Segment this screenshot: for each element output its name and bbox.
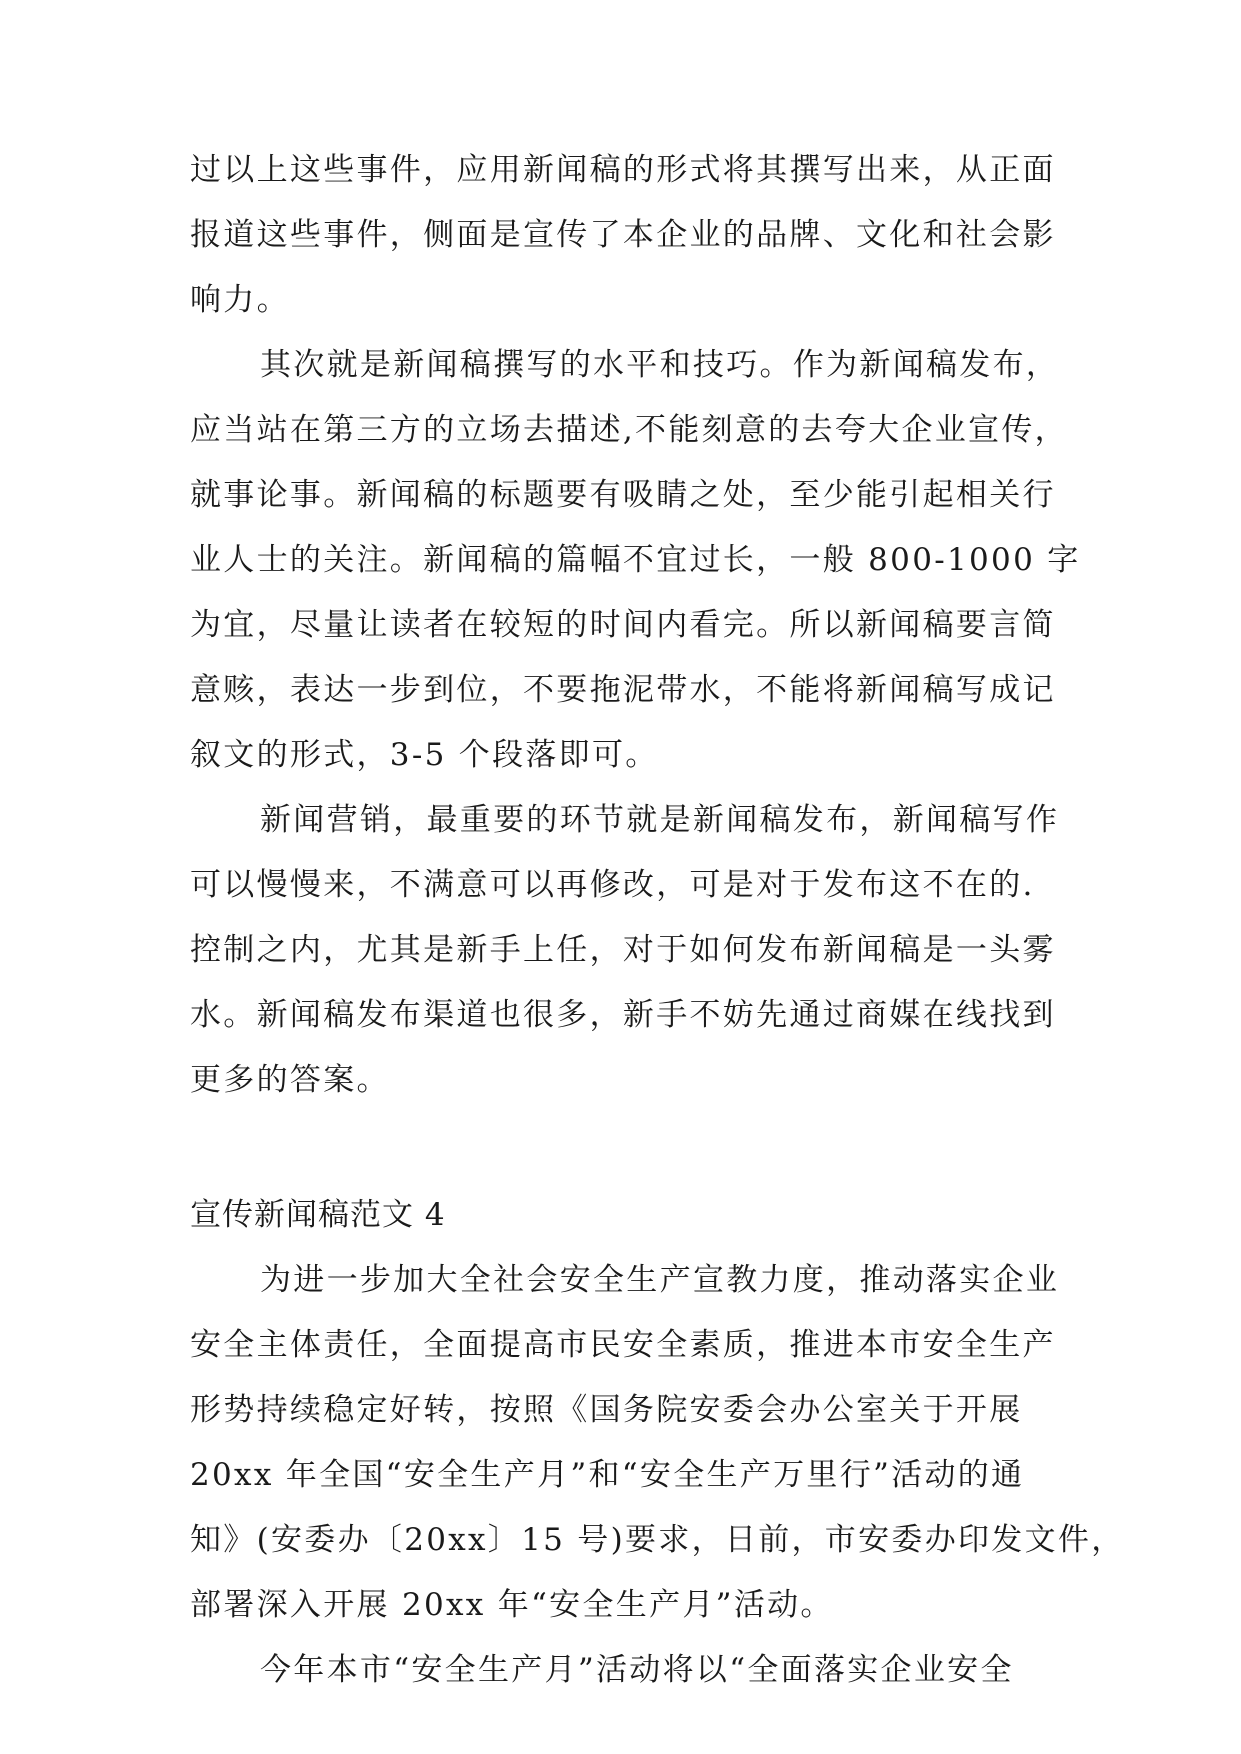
text-line: 业人士的关注。新闻稿的篇幅不宜过长，一般 800-1000 字 — [190, 542, 1081, 578]
section-heading: 宣传新闻稿范文 4 — [190, 1197, 446, 1233]
text-line: 安全主体责任，全面提高市民安全素质，推进本市安全生产 — [190, 1327, 1056, 1363]
text-line: 为宜，尽量让读者在较短的时间内看完。所以新闻稿要言简 — [190, 607, 1056, 643]
text-line: 应当站在第三方的立场去描述,不能刻意的去夸大企业宣传， — [190, 412, 1068, 448]
text-line: 可以慢慢来，不满意可以再修改，可是对于发布这不在的. — [190, 867, 1035, 903]
text-line: 20xx 年全国“安全生产月”和“安全生产万里行”活动的通 — [190, 1457, 1025, 1493]
text-line: 水。新闻稿发布渠道也很多，新手不妨先通过商媒在线找到 — [190, 997, 1056, 1033]
text-line: 形势持续稳定好转，按照《国务院安委会办公室关于开展 — [190, 1392, 1023, 1428]
text-line: 控制之内，尤其是新手上任，对于如何发布新闻稿是一头雾 — [190, 932, 1056, 968]
text-line-indented: 今年本市“安全生产月”活动将以“全面落实企业安全 — [260, 1652, 1014, 1688]
text-line: 知》(安委办〔20xx〕15 号)要求，日前，市安委办印发文件， — [190, 1522, 1125, 1558]
text-line-indented: 为进一步加大全社会安全生产宣教力度，推动落实企业 — [260, 1262, 1060, 1298]
text-line: 意赅，表达一步到位，不要拖泥带水，不能将新闻稿写成记 — [190, 672, 1056, 708]
text-line-indented: 新闻营销，最重要的环节就是新闻稿发布，新闻稿写作 — [260, 802, 1060, 838]
text-line: 就事论事。新闻稿的标题要有吸睛之处，至少能引起相关行 — [190, 477, 1056, 513]
text-line-indented: 其次就是新闻稿撰写的水平和技巧。作为新闻稿发布， — [260, 347, 1060, 383]
text-line: 部署深入开展 20xx 年“安全生产月”活动。 — [190, 1587, 834, 1623]
text-line: 响力。 — [190, 282, 290, 318]
text-line: 过以上这些事件，应用新闻稿的形式将其撰写出来，从正面 — [190, 152, 1056, 188]
text-line: 报道这些事件，侧面是宣传了本企业的品牌、文化和社会影 — [190, 217, 1056, 253]
text-line: 叙文的形式，3-5 个段落即可。 — [190, 737, 659, 773]
text-line: 更多的答案。 — [190, 1062, 390, 1098]
